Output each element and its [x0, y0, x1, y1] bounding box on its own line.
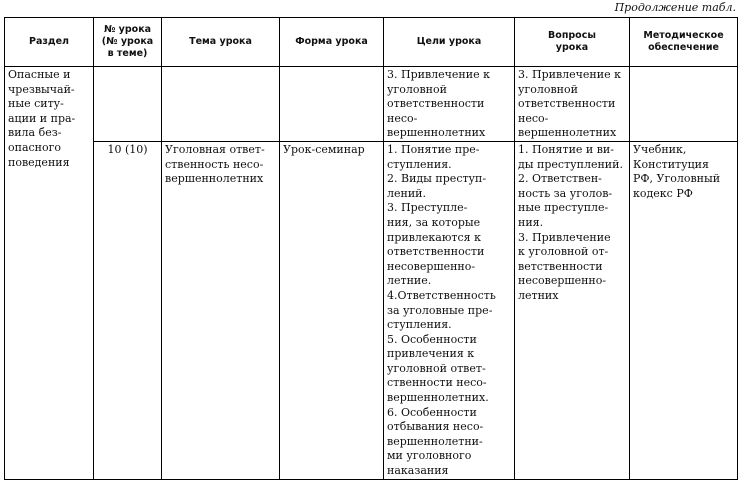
header-topic: Тема урока: [162, 18, 280, 67]
table-continuation-caption: Продолжение табл.: [614, 1, 736, 14]
lesson-plan-table: [4, 17, 738, 480]
form-cell: Урок-семинар: [280, 141, 384, 479]
support-cell: [630, 67, 738, 142]
header-methodological-support: Методическое обеспечение: [630, 18, 738, 67]
header-goals: Цели урока: [384, 18, 515, 67]
header-questions: Вопросы урока: [515, 18, 630, 67]
lesson-number-cell: [94, 67, 162, 142]
form-cell: [280, 67, 384, 142]
table-row: [5, 67, 738, 142]
table-header-row: [5, 18, 738, 67]
goals-cell: 1. Понятие пре- ступления. 2. Виды преступ- лений. 3. Преступле- ния, за которые привлекаются к ответственности несовершенно- летние. 4.Ответственность за уголовные пре- ступления. 5. Особенности привлечения к уголовной ответ- ственности несо- вершеннолетних. 6. Особенности отбывания несо- вершеннолетни- ми уголовного наказания: [384, 141, 515, 479]
lesson-number-cell: 10 (10): [94, 141, 162, 479]
header-lesson-number: № урока (№ урока в теме): [94, 18, 162, 67]
header-section: Раздел: [5, 18, 94, 67]
table-row: [5, 141, 738, 479]
questions-cell: 1. Понятие и ви- ды преступлений. 2. Ответствен- ность за уголов- ные преступле- ния. 3. Привлечение к уголовной от- ветственности несовершенно- летних: [515, 141, 630, 479]
topic-cell: Уголовная ответ- ственность несо- вершеннолетних: [162, 141, 280, 479]
questions-cell: 3. Привлечение к уголовной ответственности несо- вершеннолетних: [515, 67, 630, 142]
support-cell: Учебник, Конституция РФ, Уголовный кодекс РФ: [630, 141, 738, 479]
topic-cell: [162, 67, 280, 142]
section-cell: Опасные и чрезвычай- ные ситу- ации и пра- вила без- опасного поведения: [5, 67, 94, 480]
header-form: Форма урока: [280, 18, 384, 67]
goals-cell: 3. Привлечение к уголовной ответственности несо- вершеннолетних: [384, 67, 515, 142]
